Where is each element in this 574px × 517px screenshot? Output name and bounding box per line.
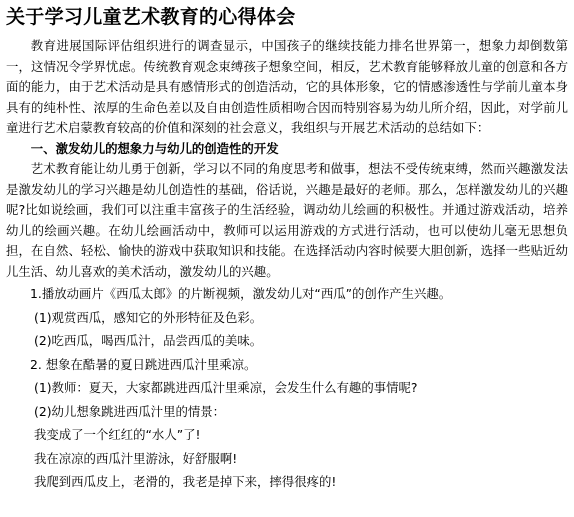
list-item: (2)幼儿想象跳进西瓜汁里的情景： bbox=[34, 403, 226, 419]
list-item: (1)观赏西瓜，感知它的外形特征及色彩。 bbox=[34, 309, 263, 325]
list-item: (1)教师：夏天，大家都跳进西瓜汁里乘凉，会发生什么有趣的事情呢? bbox=[34, 380, 418, 395]
intro-paragraph: 教育进展国际评估组织进行的调查显示，中国孩子的继续技能力排名世界第一，想象力却倒数第一，这情况令学界忧虑。传统教育观念束缚孩子想象空间，相反，艺术教育能够释放儿童的创意和各方面的能力，由于艺术活动是具有感情形式的创造活动，它的具体形象，它的情感渗透性与学前儿童本身具有的纯朴性、浓厚的生命色差以及自由创造性质相吻合因而特别容易为幼儿所介绍，因此，对学前儿童进行艺术启蒙教育较高的价值和深刻的社会意义，我组织与开展艺术活动的总结如下： bbox=[6, 38, 568, 135]
list-item: 2. 想象在酷暑的夏日跳进西瓜汁里乘凉。 bbox=[30, 356, 257, 372]
document-title: 关于学习儿童艺术教育的心得体会 bbox=[6, 6, 296, 28]
list-item: (2)吃西瓜，喝西瓜汁，品尝西瓜的美味。 bbox=[34, 333, 263, 348]
list-item: 我爬到西瓜皮上，老滑的，我老是掉下来，摔得很疼的! bbox=[34, 474, 337, 489]
list-item: 1.播放动画片《西瓜太郎》的片断视频，激发幼儿对“西瓜”的创作产生兴趣。 bbox=[30, 286, 452, 301]
list-item: 我在凉凉的西瓜汁里游泳，好舒服啊! bbox=[34, 450, 238, 466]
list-item: 我变成了一个红红的“水人”了! bbox=[34, 427, 201, 442]
section-paragraph: 艺术教育能让幼儿勇于创新，学习以不同的角度思考和做事，想法不受传统束缚，然而兴趣激发法是激发幼儿的学习兴趣是幼儿创造性的基础，俗话说，兴趣是最好的老师。那么，怎样激发幼儿的兴趣呢?比如说绘画，我们可以注重丰富孩子的生活经验，调动幼儿绘画的积极性。并通过游戏活动，培养幼儿的绘画兴趣。在幼儿绘画活动中，教师可以运用游戏的方式进行活动，也可以使幼儿毫无思想负担，在自然、轻松、愉快的游戏中获取知识和技能。在选择活动内容时候要大胆创新，选择一些贴近幼儿生活、幼儿喜欢的美术活动，激发幼儿的兴趣。 bbox=[6, 161, 568, 279]
section-heading: 一、激发幼儿的想象力与幼儿的创造性的开发 bbox=[30, 140, 279, 156]
